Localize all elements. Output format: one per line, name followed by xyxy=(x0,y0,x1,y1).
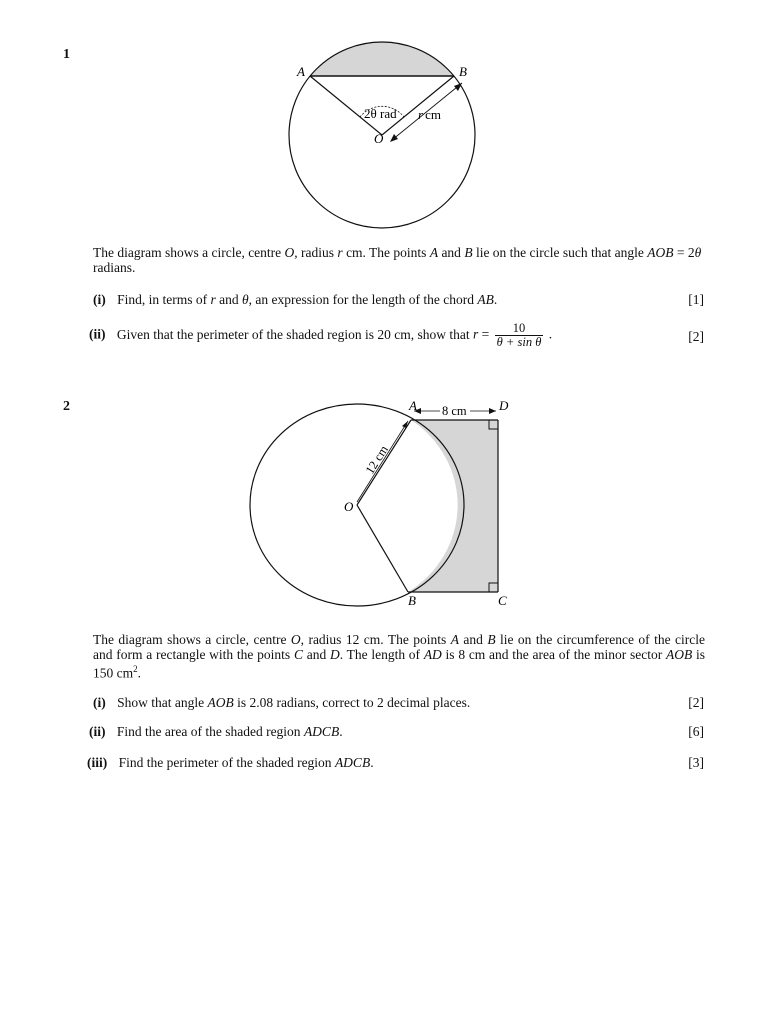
part-label: (i) xyxy=(93,695,106,710)
q2-part-iii: (iii) Find the perimeter of the shaded region ADCB. xyxy=(87,755,374,770)
question-number-1: 1 xyxy=(63,47,70,62)
part-label: (iii) xyxy=(87,755,108,770)
q1-diagram xyxy=(0,0,768,240)
part-label: (ii) xyxy=(89,724,106,739)
q2-part-iii-marks: [3] xyxy=(688,755,704,770)
q1-radius-unit: cm xyxy=(425,107,441,122)
q1-label-o: O xyxy=(374,131,384,146)
q1-part-ii-marks: [2] xyxy=(688,329,704,344)
q1-angle-value: 2θ xyxy=(364,106,377,121)
q2-part-i-marks: [2] xyxy=(688,695,704,710)
q1-fraction: $\frac{10}{\text{θ + sin θ}}$ xyxy=(496,321,542,349)
q2-part-ii: (ii) Find the area of the shaded region ADCB. xyxy=(89,724,343,739)
q1-radius-arrowhead-inner xyxy=(390,134,398,142)
q1-angle-unit: rad xyxy=(379,106,397,121)
q1-radius-var: r xyxy=(418,107,424,122)
q1-intro: The diagram shows a circle, centre O, radius r cm. The points A and B lie on the circle such that angle AOB = 2θ radians. xyxy=(93,245,702,275)
q1-shaded-segment xyxy=(310,42,454,76)
q1-radius-arrowhead-outer xyxy=(454,83,462,91)
q2-width-label: 8 cm xyxy=(442,404,467,418)
q2-part-ii-marks: [6] xyxy=(688,724,704,739)
q2-label-b: B xyxy=(408,593,416,608)
q1-label-a: A xyxy=(297,64,305,79)
q2-label-o: O xyxy=(344,499,354,514)
q1-angle-label xyxy=(364,106,397,121)
q2-label-a: A xyxy=(409,398,417,413)
q1-radius-label xyxy=(418,107,441,122)
q2-part-i: (i) Show that angle AOB is 2.08 radians, correct to 2 decimal places. xyxy=(93,695,471,710)
q2-width-arrowhead-right xyxy=(489,408,496,414)
question-number-2: 2 xyxy=(63,399,70,414)
q2-shaded-region xyxy=(408,420,498,592)
q2-label-d: D xyxy=(499,398,509,413)
q2-radius-oa xyxy=(357,420,411,505)
q2-diagram xyxy=(0,390,768,620)
part-label: (i) xyxy=(93,292,106,307)
q2-radius-ob xyxy=(357,505,408,592)
q1-part-ii: (ii) Given that the perimeter of the shaded region is 20 cm, show that r = $\frac{10}{\text{θ + sin θ}}$ . xyxy=(89,321,553,349)
q1-part-i: (i) Find, in terms of r and θ, an expression for the length of the chord AB. xyxy=(93,292,498,307)
q1-label-b: B xyxy=(459,64,467,79)
q2-intro: The diagram shows a circle, centre O, radius 12 cm. The points A and B lie on the circumference of the circle and form a rectangle with the points C and D. The length of AD is 8 cm and the area of the minor sector AOB is 150 $cm^2$. xyxy=(93,632,705,681)
q2-radius-label: 12 cm xyxy=(362,442,391,477)
q1-part-i-marks: [1] xyxy=(688,292,704,307)
q2-label-c: C xyxy=(498,593,507,608)
part-label: (ii) xyxy=(89,326,106,342)
